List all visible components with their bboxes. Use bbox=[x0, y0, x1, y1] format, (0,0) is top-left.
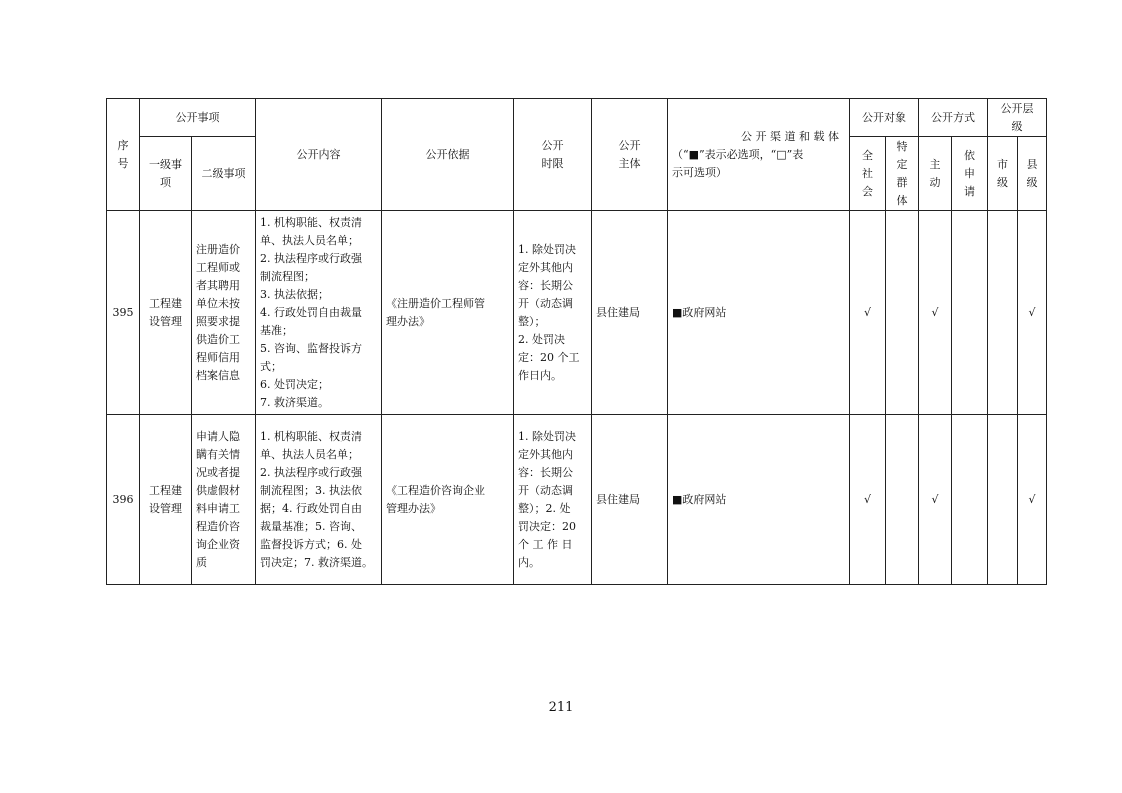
header-on-request: 依 申 请 bbox=[952, 137, 988, 211]
header-row-1 bbox=[107, 99, 1047, 137]
row-active: √ bbox=[919, 211, 952, 415]
header-subject: 公开 主体 bbox=[592, 99, 668, 211]
header-active: 主 动 bbox=[919, 137, 952, 211]
row-seq: 396 bbox=[107, 415, 140, 585]
row-level2: 申请人隐 瞒有关情 况或者提 供虚假材 料申请工 程造价咨 询企业资 质 bbox=[192, 415, 256, 585]
row-county: √ bbox=[1018, 211, 1047, 415]
row-seq: 395 bbox=[107, 211, 140, 415]
row-channel: ■政府网站 bbox=[668, 211, 850, 415]
row-subject: 县住建局 bbox=[592, 211, 668, 415]
header-channel: 公 开 渠 道 和 载 体 （“■”表示必选项，“□”表 示可选项） bbox=[668, 99, 850, 211]
header-specific-group: 特 定 群 体 bbox=[886, 137, 919, 211]
header-level1: 一级事 项 bbox=[140, 137, 192, 211]
row-county: √ bbox=[1018, 415, 1047, 585]
header-level2: 二级事项 bbox=[192, 137, 256, 211]
row-specific-group bbox=[886, 211, 919, 415]
row-level1: 工程建 设管理 bbox=[140, 415, 192, 585]
row-level1: 工程建 设管理 bbox=[140, 211, 192, 415]
row-basis: 《注册造价工程师管 理办法》 bbox=[382, 211, 514, 415]
disclosure-table bbox=[106, 98, 1047, 585]
row-subject: 县住建局 bbox=[592, 415, 668, 585]
row-channel: ■政府网站 bbox=[668, 415, 850, 585]
header-content: 公开内容 bbox=[256, 99, 382, 211]
page-number: 211 bbox=[548, 700, 574, 715]
row-city bbox=[988, 415, 1018, 585]
header-whole-society: 全 社 会 bbox=[850, 137, 886, 211]
header-method: 公开方式 bbox=[919, 99, 988, 137]
header-time-limit: 公开 时限 bbox=[514, 99, 592, 211]
header-seq: 序 号 bbox=[107, 99, 140, 211]
row-whole-society: √ bbox=[850, 415, 886, 585]
row-active: √ bbox=[919, 415, 952, 585]
row-level2: 注册造价 工程师或 者其聘用 单位未按 照要求提 供造价工 程师信用 档案信息 bbox=[192, 211, 256, 415]
header-city: 市 级 bbox=[988, 137, 1018, 211]
table-row bbox=[107, 211, 1047, 415]
row-city bbox=[988, 211, 1018, 415]
row-basis: 《工程造价咨询企业 管理办法》 bbox=[382, 415, 514, 585]
row-content: 1. 机构职能、权责清 单、执法人员名单； 2. 执法程序或行政强 制流程图；3. 执法依 据；4. 行政处罚自由 裁量基准；5. 咨询、 监督投诉方式；6. 处 罚决定；7. 救济渠道。 bbox=[256, 415, 382, 585]
row-on-request bbox=[952, 211, 988, 415]
row-time-limit: 1. 除处罚决 定外其他内 容：长期公 开（动态调 整）； 2. 处罚决 定：20 个工 作日内。 bbox=[514, 211, 592, 415]
row-whole-society: √ bbox=[850, 211, 886, 415]
row-on-request bbox=[952, 415, 988, 585]
row-specific-group bbox=[886, 415, 919, 585]
table-row bbox=[107, 415, 1047, 585]
row-time-limit: 1. 除处罚决 定外其他内 容：长期公 开（动态调 整）；2. 处 罚决定：20 个 工 作 日 内。 bbox=[514, 415, 592, 585]
header-public-matter: 公开事项 bbox=[140, 99, 256, 137]
header-audience: 公开对象 bbox=[850, 99, 919, 137]
header-county: 县 级 bbox=[1018, 137, 1047, 211]
row-content: 1. 机构职能、权责清 单、执法人员名单； 2. 执法程序或行政强 制流程图； 3. 执法依据； 4. 行政处罚自由裁量 基准； 5. 咨询、监督投诉方 式； 6. 处罚决定； 7. 救济渠道。 bbox=[256, 211, 382, 415]
header-level: 公开层 级 bbox=[988, 99, 1047, 137]
header-basis: 公开依据 bbox=[382, 99, 514, 211]
